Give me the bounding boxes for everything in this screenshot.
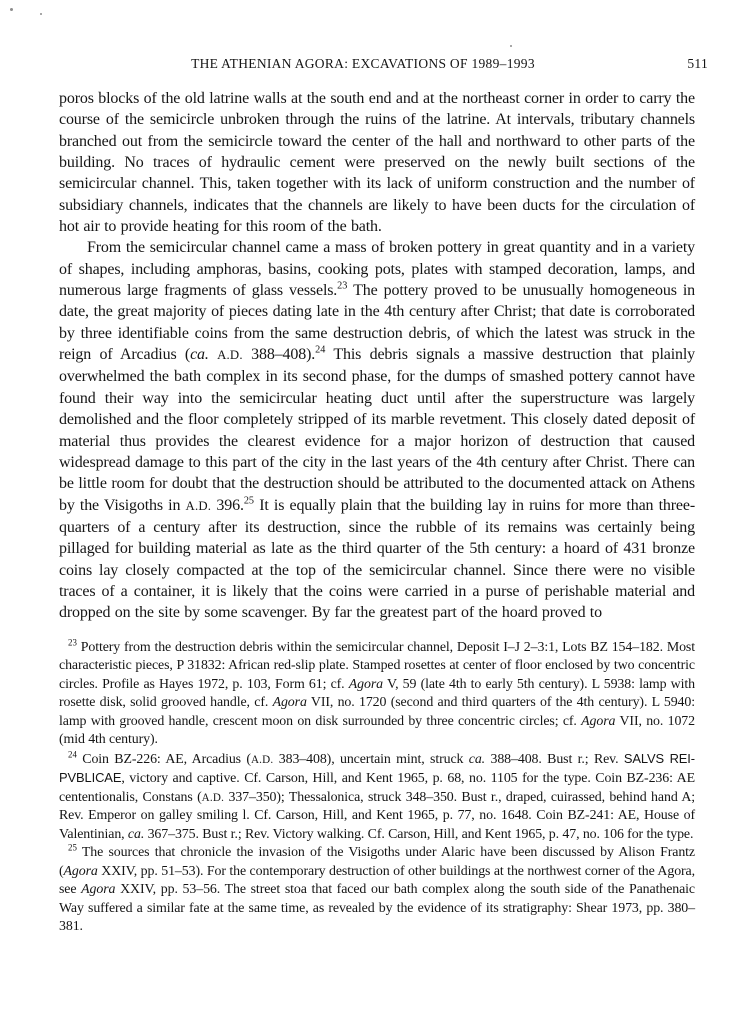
text-run: Agora xyxy=(272,695,307,711)
text-run: ca. xyxy=(468,751,486,767)
running-head-title: THE ATHENIAN AGORA: EXCAVATIONS OF 1989–1993 xyxy=(191,56,535,71)
text-run: A.D. xyxy=(250,753,274,766)
text-run: This debris signals a massive destruction that plainly overwhelmed the bath complex in its second phase, for the dumps of smashed pottery cannot have found their way into the semicircular heating duct until after the superstructure was largely demolished and the floor completely stripped of its marble revetment. This closely dated deposit of material thus provides the clearest evidence for a major horizon of destruction that caused widespread damage to this part of the city in the last years of the 4th century after Christ. There can be little room for doubt that the destruction should be attributed to the documented attack on Athens by the Visigoths in xyxy=(59,346,695,514)
text-run: 367–375. Bust r.; Rev. Victory walking. Cf. Carson, Hill, and Kent 1965, p. 47, no. 106 for the type. xyxy=(144,826,694,842)
text-run: It is equally plain that the building lay in ruins for more than three-quarters of a century after its destruction, since the rubble of its remains was certainly being pillaged for building material as late as the third quarter of the 5th century: a hoard of 431 bronze coins lay closely compacted at the top of the semicircular channel. Since there were no visible traces of a container, it is likely that the coins were carried in a purse of perishable material and dropped on the site by some scavenger. By far the greatest part of the hoard proved to xyxy=(59,496,695,622)
text-run: 396. xyxy=(211,496,244,514)
text-run: 383–408), uncertain mint, struck xyxy=(273,751,469,767)
footnote-23 xyxy=(59,636,696,750)
footnote-reference: 24 xyxy=(68,748,77,759)
text-run: ca. xyxy=(190,346,209,364)
footnote-reference: 23 xyxy=(68,636,77,647)
page-number: 511 xyxy=(687,56,708,71)
footnote-reference: 25 xyxy=(68,842,77,853)
text-run: 388–408). xyxy=(242,346,316,364)
text-run: 388–408. Bust r.; Rev. xyxy=(485,751,624,767)
scan-speck xyxy=(510,45,512,47)
body-paragraph-continuation xyxy=(59,88,695,237)
text-run: XXIV, pp. 51–53). For the contemporary destruction of other buildings at the northwest corner of the Agora, see xyxy=(59,863,695,898)
text-run: Agora xyxy=(63,863,98,879)
running-head xyxy=(59,56,708,72)
footnote-reference: 24 xyxy=(315,344,326,356)
text-run: XXIV, pp. 53–56. The street stoa that faced our bath complex along the south side of the Panathenaic Way suffered a similar fate at the same time, as revealed by the evidence of its stratigraphy: Shear 1973, pp. 380–381. xyxy=(59,882,695,935)
text-run: Agora xyxy=(348,676,383,692)
body-paragraph xyxy=(59,237,695,623)
text-run: Coin BZ-226: AE, Arcadius ( xyxy=(76,751,251,767)
footnotes-section xyxy=(59,636,696,937)
text-run: SALVS REI-PVBLICAE xyxy=(59,750,695,786)
text-run: VII, no. 1720 (second and third quarters of the 4th century). L 5940: lamp with grooved handle, crescent moon on disk surrounded by three concentric circles; cf. xyxy=(59,695,696,729)
text-run: Agora xyxy=(81,882,116,898)
footnote-reference: 25 xyxy=(243,495,255,507)
text-run: The pottery proved to be unusually homogeneous in date, the great majority of pieces dating late in the 4th century after Christ; that date is corroborated by three identifiable coins from the same destruction debris, of which the latest was struck in the reign of Arcadius ( xyxy=(59,282,695,364)
footnote-reference: 23 xyxy=(337,280,348,292)
scan-speck xyxy=(40,13,42,15)
text-run: poros blocks of the old latrine walls at the south end and at the northeast corner in order to carry the course of the semicircle unbroken through the ruins of the latrine. At intervals, tributary channels branched out from the semicircle toward the center of the hall and northward to other parts of the building. No traces of hydraulic cement were preserved on the newly built sections of the semicircular channel. This, taken together with its lack of uniform construction and the number of subsidiary channels, indicates that the channels are likely to have been ducts for the circulation of hot air to provide heating for this room of the bath. xyxy=(59,90,695,236)
text-run: ca. xyxy=(127,826,145,842)
text-run: A.D. xyxy=(201,791,225,804)
footnote-24 xyxy=(59,750,695,845)
text-run: A.D. xyxy=(185,498,212,513)
footnote-25 xyxy=(59,844,695,937)
text-run: Agora xyxy=(581,713,616,729)
text-run: V, 59 (late 4th to early 5th century). L 5938: lamp with rosette disk, solid grooved handle, cf. xyxy=(59,676,695,711)
article-text-block xyxy=(59,88,695,937)
scan-speck xyxy=(10,8,13,11)
text-run: From the semicircular channel came a mass of broken pottery in great quantity and in a variety of shapes, including amphoras, basins, cooking pots, plates with stamped decoration, lamps, and numerous large fragments of glass vessels. xyxy=(59,239,695,300)
text-run: The sources that chronicle the invasion of the Visigoths under Alaric have been discussed by Alison Frantz ( xyxy=(59,845,695,879)
text-run: 337–350); Thessalonica, struck 348–350. Bust r., draped, cuirassed, behind hand A; Rev. Emperor on galley smiling l. Cf. Carson, Hill, and Kent 1965, p. 77, no. 1648. Coin BZ-241: AE, House of Valentinian, xyxy=(59,789,696,842)
text-run xyxy=(209,346,217,363)
text-run: , victory and captive. Cf. Carson, Hill, and Kent 1965, p. 68, no. 1105 for the type. Coin BZ-236: AE cententionalis, Constans ( xyxy=(59,771,695,805)
text-run: A.D. xyxy=(217,348,243,363)
text-run: Pottery from the destruction debris within the semicircular channel, Deposit I–J 2–3:1, Lots BZ 154–182. Most characteristic pieces, P 31832: African red-slip plate. Stamped rosettes at center of floor enclosed by two concentric circles. Profile as Hayes 1972, p. 103, Form 61; cf. xyxy=(59,639,695,692)
text-run: VII, no. 1072 (mid 4th century). xyxy=(59,713,695,748)
